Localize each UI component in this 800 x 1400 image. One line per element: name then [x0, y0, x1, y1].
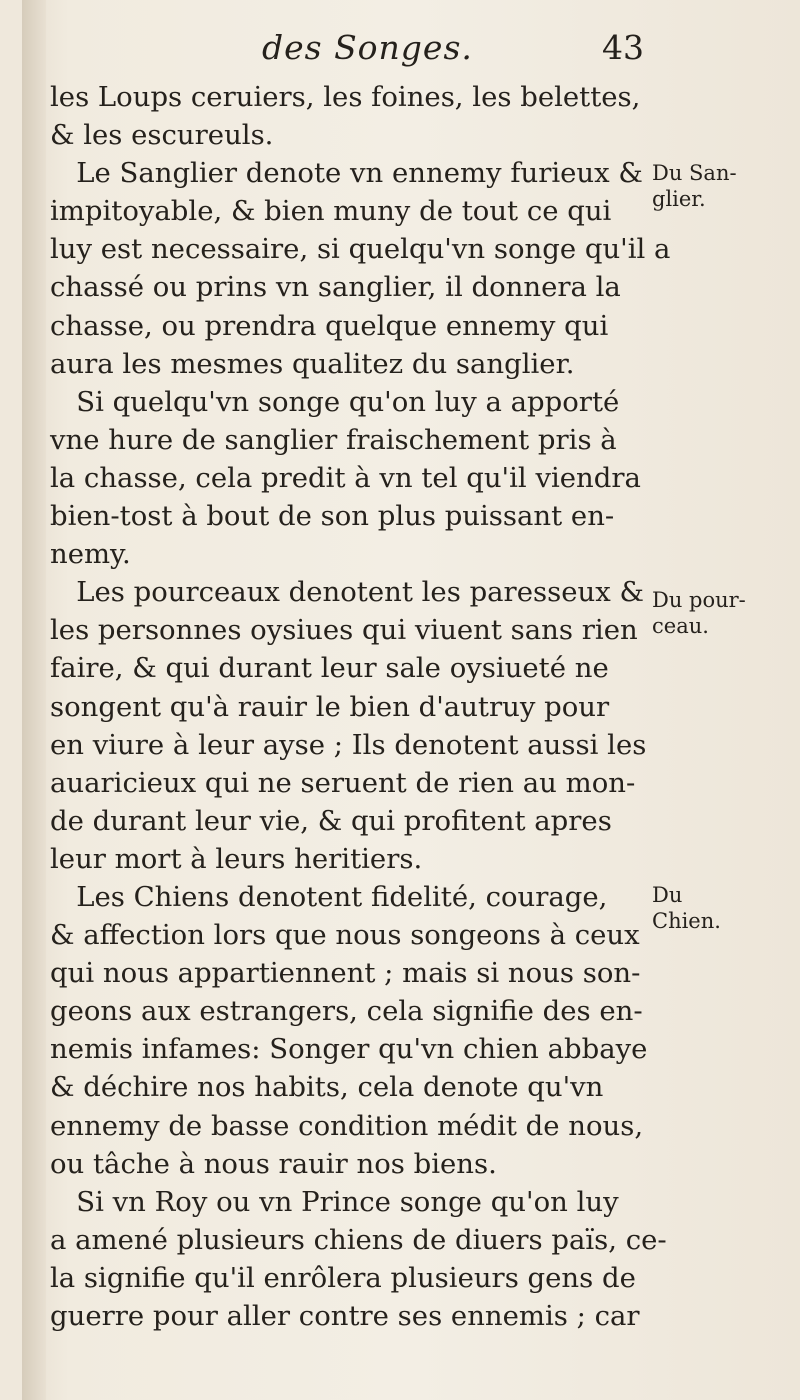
text-line: la signifie qu'il enrôlera plusieurs gens de — [50, 1261, 636, 1294]
binding-edge — [22, 0, 46, 1400]
text-line: la chasse, cela predit à vn tel qu'il viendra — [50, 461, 641, 494]
text-line: auaricieux qui ne seruent de rien au mon- — [50, 766, 636, 799]
text-line: faire, & qui durant leur sale oysiueté ne — [50, 652, 609, 685]
text-line: & déchire nos habits, cela denote qu'vn — [50, 1071, 604, 1104]
text-line: chassé ou prins vn sanglier, il donnera la — [50, 271, 621, 304]
text-line: geons aux estrangers, cela signifie des en- — [50, 995, 643, 1028]
text-line: a amené plusieurs chiens de diuers païs, ce- — [50, 1223, 667, 1256]
text-line: leur mort à leurs heritiers. — [50, 842, 423, 875]
margin-note-chien — [652, 882, 798, 934]
margin-note-line: Du San- — [652, 161, 737, 185]
text-line: bien-tost à bout de son plus puissant en- — [50, 500, 615, 533]
margin-note-pourceau — [652, 587, 798, 639]
text-line: ou tâche à nous rauir nos biens. — [50, 1147, 497, 1180]
margin-note-line: glier. — [652, 187, 706, 211]
margin-note-line: Chien. — [652, 909, 721, 933]
text-line: impitoyable, & bien muny de tout ce qui — [50, 195, 612, 228]
text-line: les Loups ceruiers, les foines, les belettes, — [50, 81, 641, 113]
text-line: nemy. — [50, 538, 131, 571]
text-line: vne hure de sanglier fraischement pris à — [50, 423, 617, 456]
text-line: Les Chiens denotent fidelité, courage, — [50, 880, 608, 913]
text-line: aura les mesmes qualitez du sanglier. — [50, 347, 575, 380]
text-line: qui nous appartiennent ; mais si nous son- — [50, 957, 641, 990]
body-text — [50, 78, 671, 1335]
margin-note-line: ceau. — [652, 614, 709, 638]
running-title: des Songes. — [262, 28, 473, 67]
text-line: luy est necessaire, si quelqu'vn songe qu'il a — [50, 233, 671, 266]
margin-note-sanglier — [652, 160, 798, 212]
text-line: & affection lors que nous songeons à ceux — [50, 919, 640, 952]
margin-note-line: Du — [652, 883, 683, 907]
margin-note-line: Du pour- — [652, 588, 746, 612]
text-line: guerre pour aller contre ses ennemis ; car — [50, 1300, 640, 1332]
text-line: songent qu'à rauir le bien d'autruy pour — [50, 690, 610, 723]
text-line: nemis infames: Songer qu'vn chien abbaye — [50, 1033, 648, 1066]
text-line: Les pourceaux denotent les paresseux & — [50, 576, 644, 609]
text-line: les personnes oysiues qui viuent sans rien — [50, 614, 638, 647]
text-line: & les escureuls. — [50, 119, 274, 152]
text-line: Si vn Roy ou vn Prince songe qu'on luy — [50, 1185, 619, 1218]
text-line: de durant leur vie, & qui profitent apres — [50, 804, 612, 837]
text-line: Si quelqu'vn songe qu'on luy a apporté — [50, 385, 620, 418]
page-number: 43 — [602, 28, 644, 67]
text-line: en viure à leur ayse ; Ils denotent aussi les — [50, 728, 647, 761]
text-line: ennemy de basse condition médit de nous, — [50, 1109, 644, 1142]
page-header — [0, 22, 800, 78]
text-line: chasse, ou prendra quelque ennemy qui — [50, 309, 609, 342]
text-line: Le Sanglier denote vn ennemy furieux & — [50, 157, 643, 190]
